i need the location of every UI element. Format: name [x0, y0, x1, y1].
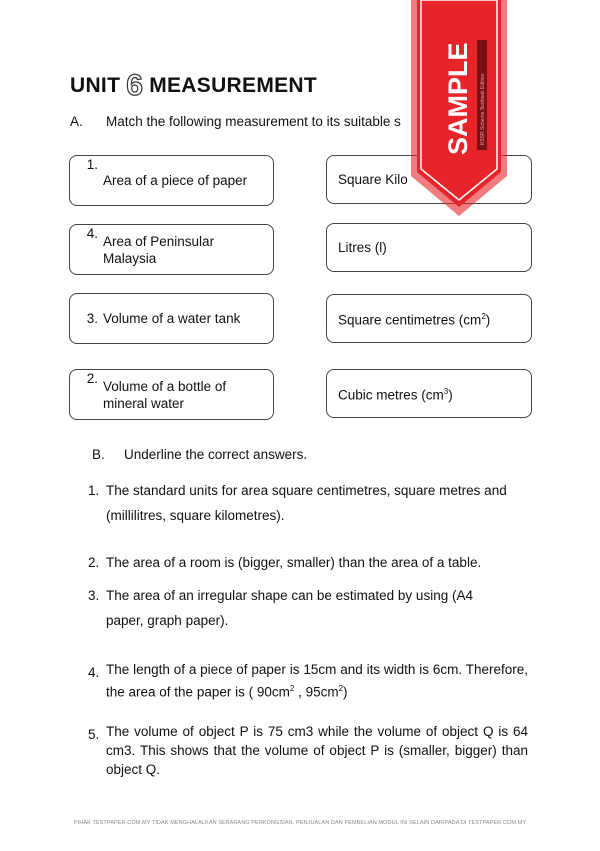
unit-option-text: Square centimetres $(cm^2)$ — [338, 312, 491, 328]
unit-number: 6 — [126, 69, 144, 102]
match-left-box-3 — [69, 293, 274, 344]
question-text: The length of a piece of paper is 15cm and its width is 6cm. Therefore, the area of the paper is ( $90cm^2$ , $95cm^2$) — [106, 662, 528, 700]
item-number: 4. — [86, 226, 98, 241]
question-text: The area of a room is (bigger, smaller) than the area of a table. — [106, 555, 482, 570]
unit-option-text: Cubic metres $(cm^3)$ — [338, 387, 453, 403]
question-number: 1. — [88, 483, 100, 498]
item-text: Area of Peninsular Malaysia — [103, 233, 215, 266]
section-b-heading — [92, 447, 307, 462]
item-text: Volume of a bottle of mineral water — [103, 378, 227, 411]
question-4 — [88, 660, 528, 702]
match-left-box-4 — [69, 369, 274, 420]
section-a-instruction: Match the following measurement to its suitable s — [106, 114, 401, 129]
unit-name: MEASUREMENT — [149, 74, 318, 97]
question-number: 2. — [88, 555, 100, 570]
item-number: 2. — [86, 371, 98, 386]
question-number: 3. — [88, 588, 100, 603]
unit-title — [70, 69, 318, 102]
ribbon-sample-label: SAMPLE — [443, 42, 473, 155]
section-b-letter: B. — [92, 447, 105, 462]
question-2 — [88, 550, 528, 575]
question-3 — [88, 583, 488, 633]
section-b-instruction: Underline the correct answers. — [124, 447, 308, 462]
section-a-heading — [70, 114, 401, 129]
ribbon-small-text: KSSR Scheme Textbook Edition — [480, 73, 486, 145]
match-right-box-3 — [326, 294, 532, 343]
match-right-box-2 — [326, 223, 532, 272]
item-number: 3. — [86, 311, 98, 326]
sample-ribbon-watermark — [411, 0, 511, 218]
question-text: The standard units for area square centimetres, square metres and (millilitres, square kilometres). — [106, 483, 507, 523]
question-number: 5. — [88, 727, 100, 742]
question-1 — [88, 478, 528, 528]
question-text: The area of an irregular shape can be estimated by using (A4 paper, graph paper). — [106, 588, 473, 628]
unit-word: UNIT — [70, 74, 121, 97]
question-5 — [88, 722, 528, 779]
match-left-box-1 — [69, 155, 274, 206]
unit-option-text: Litres (l) — [338, 240, 387, 255]
item-text: Area of a piece of paper — [103, 173, 248, 188]
match-right-box-4 — [326, 369, 532, 418]
question-text: The volume of object P is 75 cm3 while the volume of object Q is 64 cm3. This shows that the volume of object P is (smaller, bigger) than object Q. — [106, 724, 528, 777]
unit-option-text: Square Kilo — [338, 172, 408, 187]
match-left-box-2 — [69, 224, 274, 275]
footer-disclaimer: PIHAK TESTPAPER.COM.MY TIDAK MENGHALALKAN SEBARANG PERKONGSIAN, PENJUALAN DAN PEMBELIAN MODUL INI SELAIN DARIPADA DI TESTPAPER.COM.MY — [73, 820, 527, 826]
item-text: Volume of a water tank — [103, 311, 241, 326]
question-number: 4. — [88, 665, 100, 680]
section-a-letter: A. — [70, 114, 83, 129]
item-number: 1. — [86, 157, 98, 172]
